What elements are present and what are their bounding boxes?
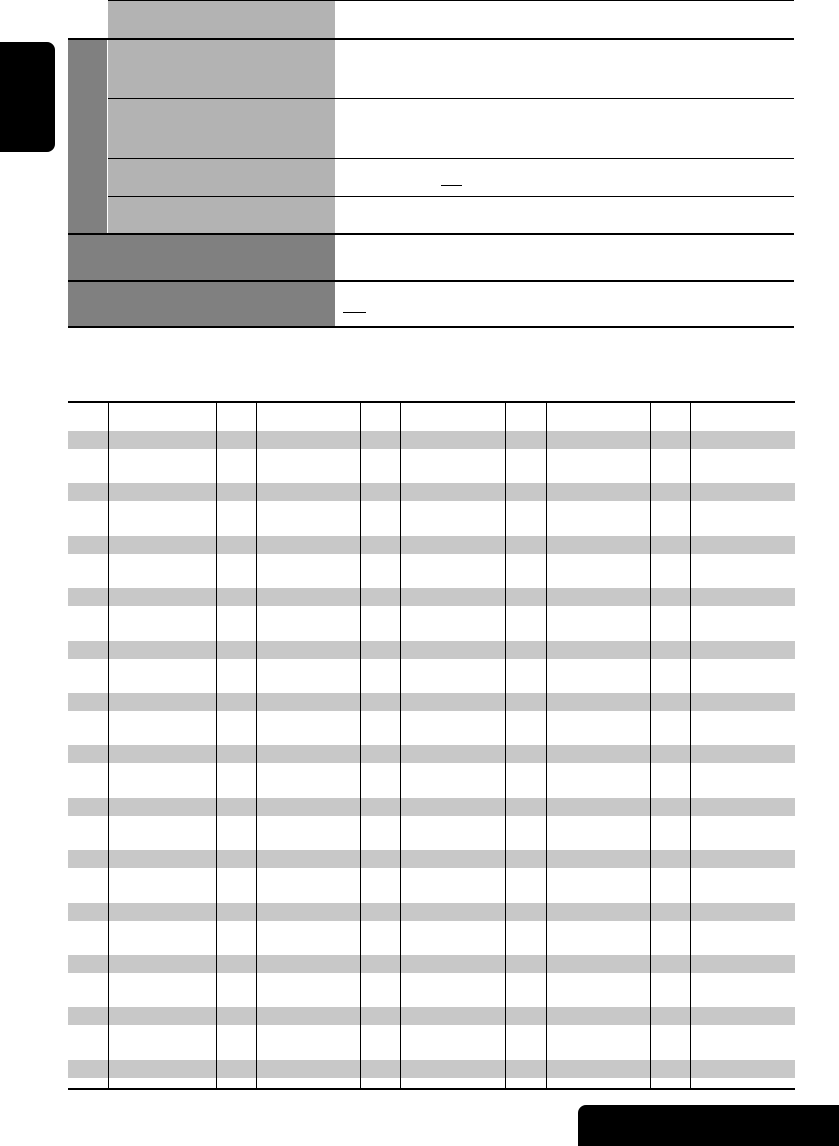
- table-row: [68, 1007, 795, 1025]
- table-row: [68, 903, 795, 921]
- settings-row-label: [108, 159, 335, 196]
- column-separator: [108, 402, 109, 1088]
- table-row: [68, 824, 795, 842]
- settings-row-label: [108, 99, 335, 158]
- column-separator: [690, 402, 691, 1088]
- settings-row-value: [336, 1, 794, 38]
- table-row: [68, 745, 795, 763]
- settings-row-value: [336, 235, 794, 280]
- column-separator: [546, 402, 547, 1088]
- table-row: [68, 929, 795, 947]
- column-separator: [505, 402, 506, 1088]
- default-underline: [441, 185, 462, 186]
- table-row: [68, 719, 795, 737]
- table-row: [68, 876, 795, 894]
- code-table-top-border: [68, 401, 795, 403]
- settings-row-label: [108, 197, 335, 233]
- table-row: [68, 693, 795, 711]
- page-footer-block: [578, 1105, 839, 1146]
- settings-row-label: [68, 235, 335, 280]
- settings-row-label: [108, 1, 335, 38]
- column-separator: [650, 402, 651, 1088]
- table-row: [68, 1034, 795, 1052]
- column-separator: [360, 402, 361, 1088]
- table-row: [68, 772, 795, 790]
- table-row: [68, 431, 795, 449]
- table-row: [68, 850, 795, 868]
- settings-row-value: [336, 159, 794, 196]
- default-underline: [343, 312, 366, 313]
- table-border-bottom: [68, 326, 794, 328]
- column-separator: [400, 402, 401, 1088]
- column-separator: [216, 402, 217, 1088]
- table-row: [68, 510, 795, 528]
- settings-row-value: [336, 40, 794, 98]
- table-row: [68, 981, 795, 999]
- code-table-bottom-border: [68, 1088, 795, 1090]
- table-row: [68, 641, 795, 659]
- table-row: [68, 536, 795, 554]
- table-row: [68, 1060, 795, 1078]
- settings-group-bar: [68, 40, 107, 233]
- settings-row-value: [336, 282, 794, 326]
- column-separator: [256, 402, 257, 1088]
- table-row: [68, 955, 795, 973]
- settings-row-value: [336, 99, 794, 158]
- table-row: [68, 798, 795, 816]
- settings-row-value: [336, 197, 794, 233]
- side-tab: [0, 42, 55, 152]
- settings-row-label: [108, 40, 335, 98]
- table-row: [68, 457, 795, 475]
- table-row: [68, 588, 795, 606]
- settings-row-label: [68, 282, 335, 326]
- table-row: [68, 483, 795, 501]
- table-row: [68, 562, 795, 580]
- table-row: [68, 667, 795, 685]
- table-row: [68, 614, 795, 632]
